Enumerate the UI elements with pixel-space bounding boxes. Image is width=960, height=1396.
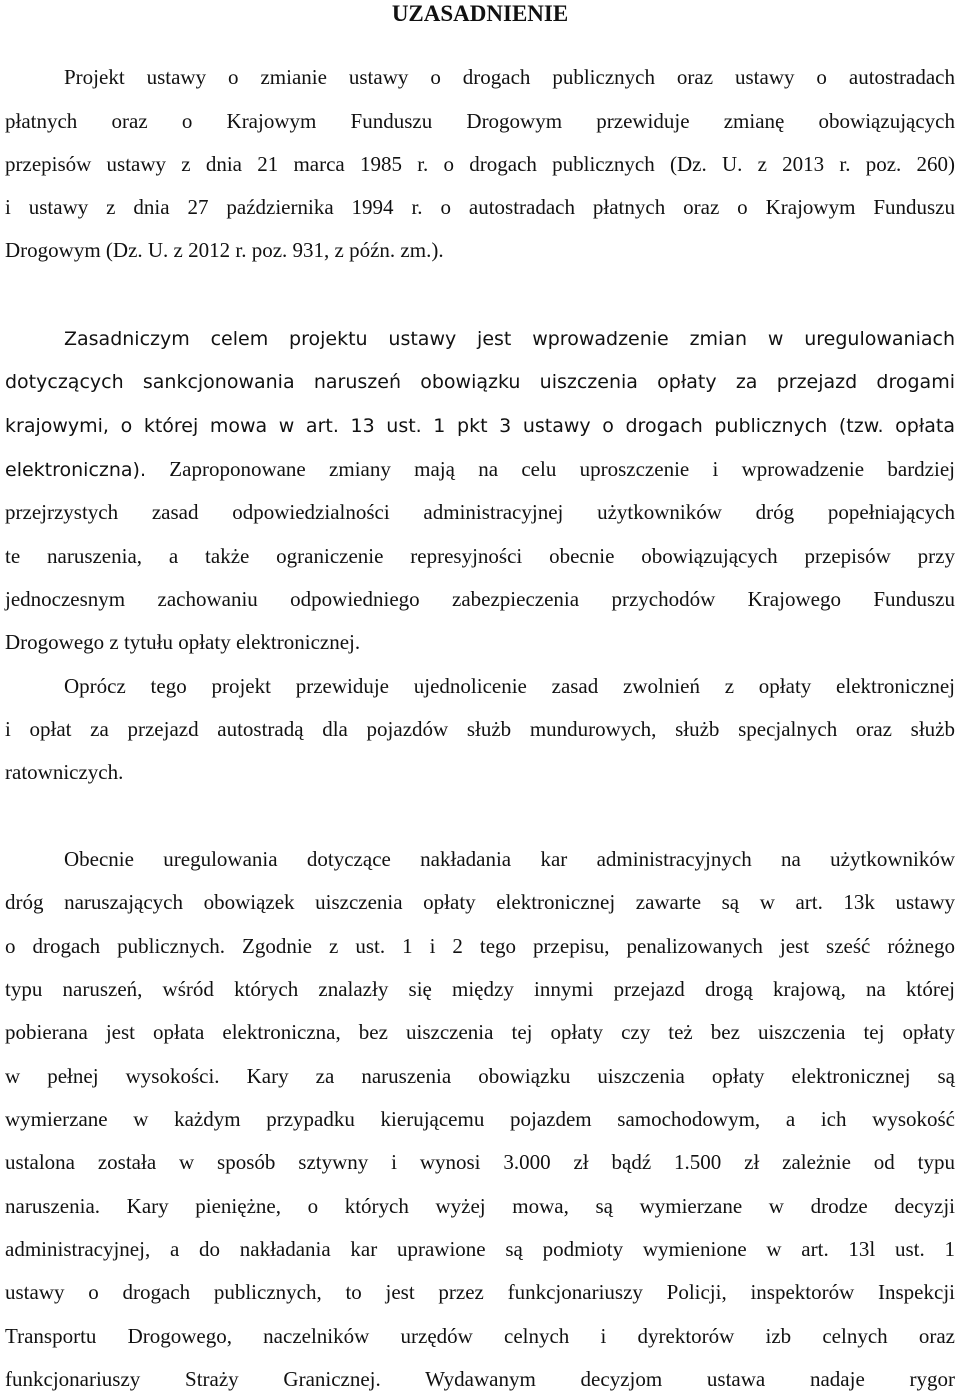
paragraph-2-line-8: Drogowego z tytułu opłaty elektronicznej. (5, 630, 361, 654)
paragraph-4-line-7: wymierzane w każdym przypadku kierującemu pojazdem samochodowym, a ich wysokość (5, 1107, 955, 1131)
paragraph-1-line-5: Drogowym (Dz. U. z 2012 r. poz. 931, z późn. zm.). (5, 238, 444, 262)
paragraph-4-line-4: typu naruszeń, wśród których znalazły się między innymi przejazd drogą krajową, na której (5, 977, 955, 1001)
paragraph-1-line-4: i ustawy z dnia 27 października 1994 r. o autostradach płatnych oraz o Krajowym Funduszu (5, 195, 955, 219)
paragraph-4-line-9: naruszenia. Kary pieniężne, o których wyżej mowa, są wymierzane w drodze decyzji (5, 1194, 955, 1218)
paragraph-4-line-13: funkcjonariuszy Straży Granicznej. Wydawanym decyzjom ustawa nadaje rygor (5, 1367, 955, 1391)
paragraph-2-line-2: dotyczących sankcjonowania naruszeń obowiązku uiszczenia opłaty za przejazd drogami (5, 371, 955, 393)
paragraph-4-line-2: dróg naruszających obowiązek uiszczenia opłaty elektronicznej zawarte są w art. 13k ustawy (5, 890, 955, 914)
paragraph-1-line-3: przepisów ustawy z dnia 21 marca 1985 r. o drogach publicznych (Dz. U. z 2013 r. poz. 260) (5, 152, 955, 176)
paragraph-2-line-3: krajowymi, o której mowa w art. 13 ust. 1 pkt 3 ustawy o drogach publicznych (tzw. opłata (5, 415, 955, 437)
document-title: UZASADNIENIE (391, 1, 569, 26)
paragraph-4-line-6: w pełnej wysokości. Kary za naruszenia obowiązku uiszczenia opłaty elektronicznej są (5, 1064, 955, 1088)
paragraph-1-line-2: płatnych oraz o Krajowym Funduszu Drogowym przewiduje zmianę obowiązujących (5, 109, 955, 133)
paragraph-2-line-4 (5, 454, 955, 484)
paragraph-3-line-1: Oprócz tego projekt przewiduje ujednolicenie zasad zwolnień z opłaty elektronicznej (64, 674, 955, 698)
paragraph-4-line-1: Obecnie uregulowania dotyczące nakładania kar administracyjnych na użytkowników (64, 847, 955, 871)
paragraph-2-line-1: Zasadniczym celem projektu ustawy jest wprowadzenie zmian w uregulowaniach (64, 328, 955, 350)
paragraph-2-line-7: jednoczesnym zachowaniu odpowiedniego zabezpieczenia przychodów Krajowego Funduszu (5, 587, 955, 611)
paragraph-4-line-5: pobierana jest opłata elektroniczna, bez uiszczenia tej opłaty czy też bez uiszczenia tej opłaty (5, 1020, 955, 1044)
paragraph-4-line-3: o drogach publicznych. Zgodnie z ust. 1 i 2 tego przepisu, penalizowanych jest sześć różnego (5, 934, 955, 958)
paragraph-3-line-2: i opłat za przejazd autostradą dla pojazdów służb mundurowych, służb specjalnych oraz służb (5, 717, 955, 741)
paragraph-1-line-1: Projekt ustawy o zmianie ustawy o drogach publicznych oraz ustawy o autostradach (64, 65, 955, 89)
paragraph-4-line-8: ustalona została w sposób sztywny i wynosi 3.000 zł bądź 1.500 zł zależnie od typu (5, 1150, 955, 1174)
paragraph-4-line-11: ustawy o drogach publicznych, to jest przez funkcjonariuszy Policji, inspektorów Inspekcji (5, 1280, 955, 1304)
paragraph-2-line-4-start: elektroniczna). (5, 459, 147, 481)
paragraph-4-line-12: Transportu Drogowego, naczelników urzędów celnych i dyrektorów izb celnych oraz (5, 1324, 955, 1348)
paragraph-2-line-5: przejrzystych zasad odpowiedzialności administracyjnej użytkowników dróg popełniających (5, 500, 955, 524)
paragraph-4-line-10: administracyjnej, a do nakładania kar uprawione są podmioty wymienione w art. 13l ust. 1 (5, 1237, 955, 1261)
paragraph-3-line-3: ratowniczych. (5, 760, 124, 784)
paragraph-2-line-6: te naruszenia, a także ograniczenie represyjności obecnie obowiązujących przepisów przy (5, 544, 955, 568)
paragraph-2-line-4-end: Zaproponowane zmiany mają na celu uproszczenie i wprowadzenie bardziej (146, 457, 955, 481)
